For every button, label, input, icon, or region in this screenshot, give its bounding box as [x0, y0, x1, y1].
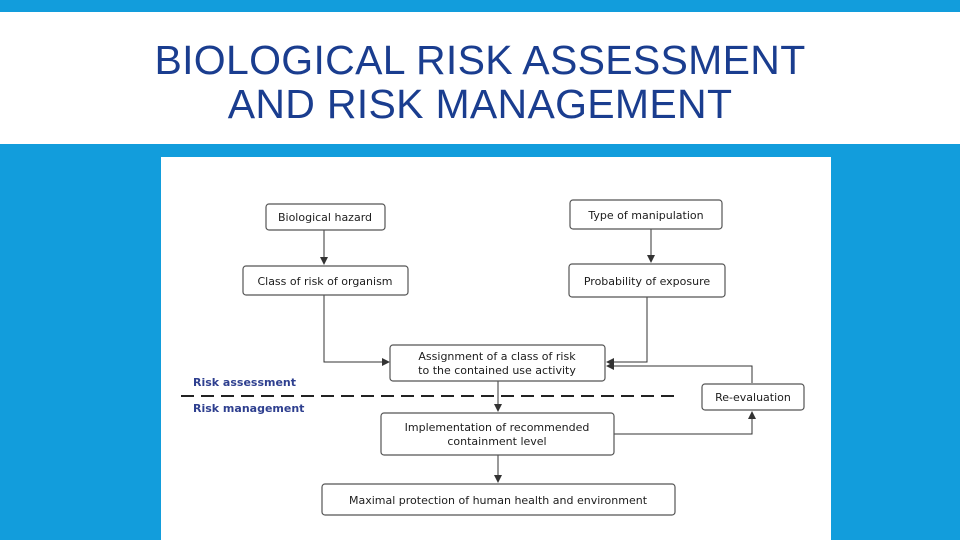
node-maximal-protection-label: Maximal protection of human health and environment — [348, 494, 648, 507]
node-re-evaluation — [702, 384, 804, 410]
node-assignment-line1: Assignment of a class of risk — [418, 350, 576, 363]
node-biological-hazard-label: Biological hazard — [277, 211, 373, 224]
slide-title — [0, 38, 960, 126]
node-assignment-line2: to the contained use activity — [418, 364, 576, 377]
node-probability-of-exposure-label: Probability of exposure — [583, 275, 711, 288]
flowchart-image — [161, 157, 831, 540]
node-class-of-risk-label: Class of risk of organism — [257, 275, 393, 288]
node-biological-hazard — [266, 204, 385, 230]
node-type-of-manipulation-label: Type of manipulation — [588, 209, 704, 222]
node-type-of-manipulation — [570, 200, 722, 229]
node-class-of-risk — [243, 266, 408, 295]
zone-label-risk-management: Risk management — [193, 402, 305, 415]
node-implementation-line1: Implementation of recommended — [404, 421, 590, 434]
node-implementation — [381, 413, 614, 455]
node-implementation-line2: containment level — [447, 435, 547, 448]
slide-title-line2: AND RISK MANAGEMENT — [227, 81, 733, 127]
edge-probability-to-assignment — [607, 297, 647, 362]
node-probability-of-exposure — [569, 264, 725, 297]
edge-reevaluation-to-assignment — [607, 366, 752, 383]
title-band — [0, 12, 960, 144]
slide-title-line1: BIOLOGICAL RISK ASSESSMENT — [154, 37, 806, 83]
edge-implementation-to-reevaluation — [614, 412, 752, 434]
top-strip — [0, 0, 960, 12]
node-assignment-of-risk-class — [390, 345, 605, 381]
flowchart — [161, 157, 831, 540]
edge-class-to-assignment — [324, 295, 389, 362]
node-re-evaluation-label: Re-evaluation — [715, 391, 791, 404]
zone-label-risk-assessment: Risk assessment — [193, 376, 297, 389]
node-maximal-protection — [322, 484, 675, 515]
